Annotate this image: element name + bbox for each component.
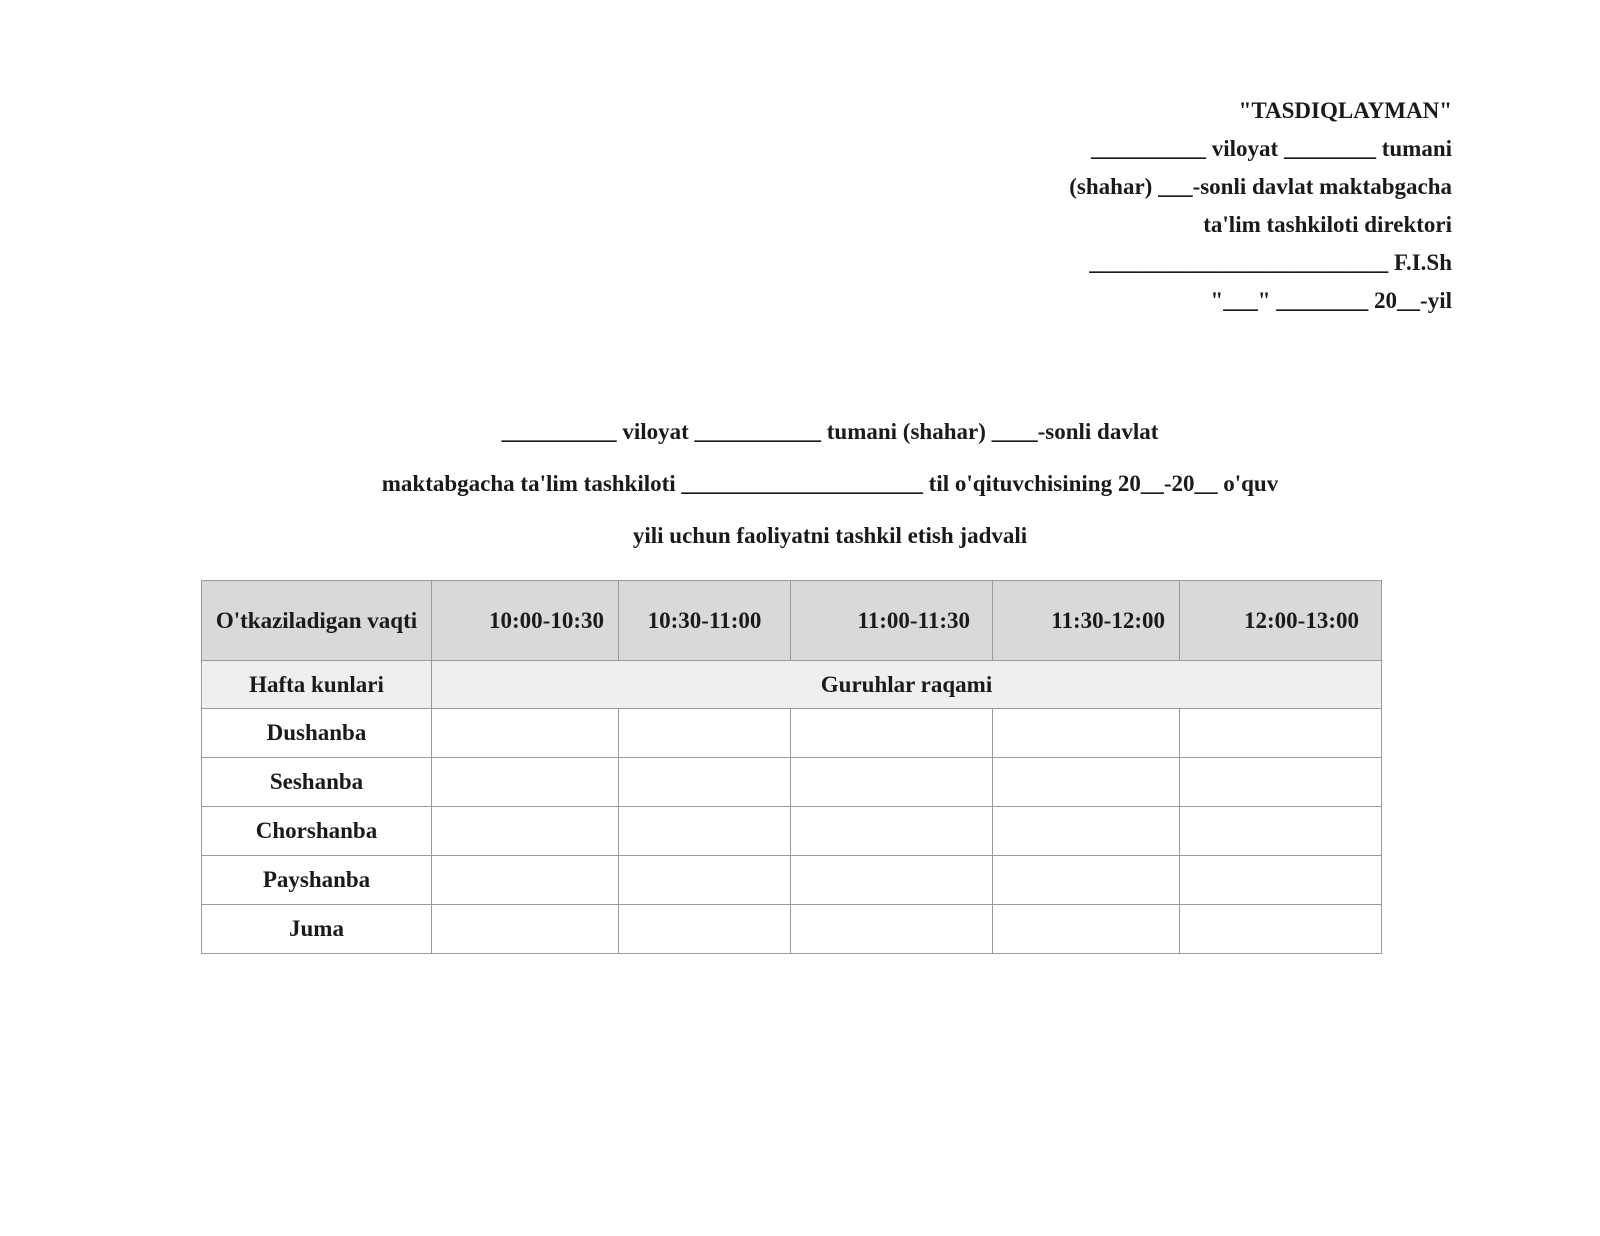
schedule-table — [201, 580, 1382, 954]
time-slot-2: 10:30-11:00 — [619, 581, 791, 661]
time-slot-4: 11:30-12:00 — [993, 581, 1180, 661]
time-slot-5: 12:00-13:00 — [1180, 581, 1382, 661]
table-cell[interactable] — [1180, 856, 1382, 905]
table-cell[interactable] — [619, 905, 791, 954]
time-header-cell: O'tkaziladigan vaqti — [202, 581, 432, 661]
table-cell[interactable] — [993, 905, 1180, 954]
approval-line-date: "___" ________ 20__-yil — [1210, 288, 1452, 313]
title-line-3: yili uchun faoliyatni tashkil etish jadvali — [632, 523, 1028, 548]
table-cell[interactable] — [993, 856, 1180, 905]
days-header-cell: Hafta kunlari — [202, 661, 432, 709]
approval-line-name: __________________________ F.I.Sh — [1089, 250, 1452, 275]
time-slot-1: 10:00-10:30 — [432, 581, 619, 661]
table-cell[interactable] — [432, 709, 619, 758]
day-cell: Seshanba — [202, 758, 432, 807]
table-row — [202, 758, 1382, 807]
table-row — [202, 905, 1382, 954]
title-line-2: maktabgacha ta'lim tashkiloti _____________________ til o'qituvchisining 20__-20__ o'quv — [381, 471, 1279, 496]
table-cell[interactable] — [619, 758, 791, 807]
time-header-row — [202, 581, 1382, 661]
groups-header-row — [202, 661, 1382, 709]
day-cell: Juma — [202, 905, 432, 954]
table-cell[interactable] — [791, 709, 993, 758]
document-title — [0, 406, 1600, 562]
table-cell[interactable] — [1180, 905, 1382, 954]
table-row — [202, 709, 1382, 758]
table-cell[interactable] — [993, 758, 1180, 807]
groups-header-cell: Guruhlar raqami — [432, 661, 1382, 709]
table-cell[interactable] — [993, 807, 1180, 856]
approval-block — [1069, 92, 1452, 320]
table-cell[interactable] — [791, 758, 993, 807]
approval-line-institution: (shahar) ___-sonli davlat maktabgacha — [1069, 174, 1452, 199]
table-cell[interactable] — [432, 905, 619, 954]
table-cell[interactable] — [432, 856, 619, 905]
table-cell[interactable] — [1180, 758, 1382, 807]
table-cell[interactable] — [791, 856, 993, 905]
day-cell: Chorshanba — [202, 807, 432, 856]
table-cell[interactable] — [432, 807, 619, 856]
approval-heading: "TASDIQLAYMAN" — [1238, 98, 1452, 123]
approval-line-director: ta'lim tashkiloti direktori — [1203, 212, 1452, 237]
table-cell[interactable] — [432, 758, 619, 807]
table-cell[interactable] — [1180, 807, 1382, 856]
day-cell: Payshanba — [202, 856, 432, 905]
table-cell[interactable] — [1180, 709, 1382, 758]
table-cell[interactable] — [993, 709, 1180, 758]
table-cell[interactable] — [791, 807, 993, 856]
table-row — [202, 807, 1382, 856]
table-cell[interactable] — [791, 905, 993, 954]
table-cell[interactable] — [619, 709, 791, 758]
table-cell[interactable] — [619, 856, 791, 905]
table-cell[interactable] — [619, 807, 791, 856]
table-row — [202, 856, 1382, 905]
day-cell: Dushanba — [202, 709, 432, 758]
title-line-1: __________ viloyat ___________ tumani (shahar) ____-sonli davlat — [501, 419, 1159, 444]
time-slot-3: 11:00-11:30 — [791, 581, 993, 661]
approval-line-region: __________ viloyat ________ tumani — [1091, 136, 1452, 161]
